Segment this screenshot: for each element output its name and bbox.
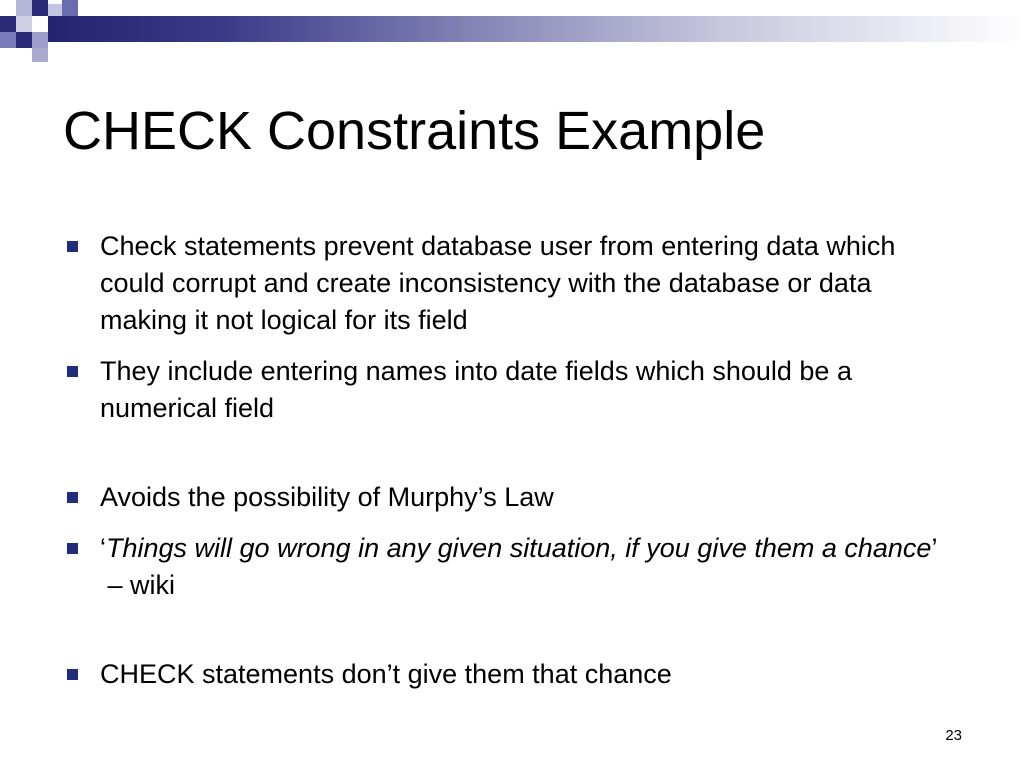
square-bullet-icon [67,241,78,252]
quote-source: – wiki [100,570,176,600]
bullet-text: Avoids the possibility of Murphy’s Law [100,482,554,512]
corner-square-dark [32,0,48,16]
corner-square-mid [0,32,16,48]
list-item [64,530,954,604]
corner-square-dark [16,32,32,48]
corner-square-light [16,16,32,32]
list-item [64,479,954,516]
quote-open: ‘ [100,533,106,563]
corner-square-light [16,0,32,16]
bullet-list [64,228,954,693]
square-bullet-icon [67,492,78,503]
corner-square-light [32,32,48,48]
corner-square-mid [62,0,78,16]
square-bullet-icon [67,366,78,377]
quote-close: ’ [931,533,937,563]
list-item [64,228,954,339]
bullet-text: CHECK statements don’t give them that chance [100,659,672,689]
corner-square-light [32,48,48,62]
slide-title: CHECK Constraints Example [63,101,766,161]
header-gradient-bar [48,16,1024,42]
list-item [64,656,954,693]
page-number: 23 [945,727,962,744]
corner-square-dark [0,16,16,32]
corner-square-light [48,4,62,16]
quote-text: Things will go wrong in any given situation, if you give them a chance [106,533,932,563]
square-bullet-icon [67,543,78,554]
square-bullet-icon [67,669,78,680]
list-item [64,353,954,427]
bullet-text: They include entering names into date fields which should be a numerical field [100,356,852,423]
bullet-text: Check statements prevent database user from entering data which could corrupt and create inconsistency with the database or data making it not logical for its field [100,231,896,335]
